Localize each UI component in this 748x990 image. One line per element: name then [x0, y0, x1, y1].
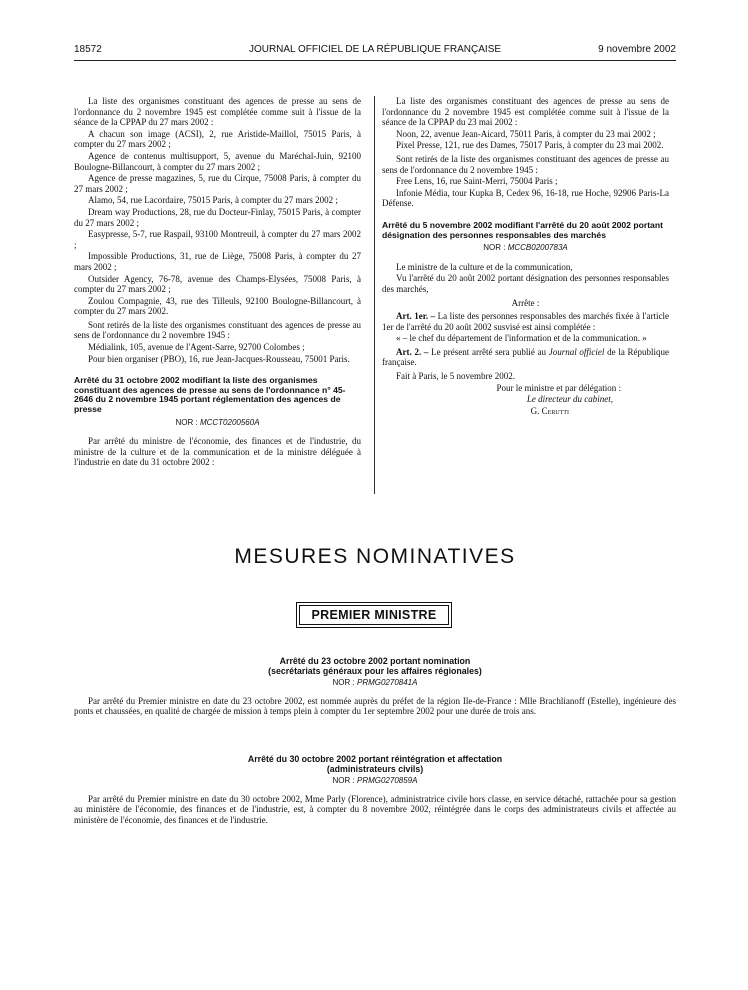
ministry-box-wrap: [0, 602, 748, 628]
nor-reference: [74, 776, 676, 787]
article-2-text-a: Le présent arrêté sera publié au: [431, 346, 547, 357]
left-paragraph: Agence de presse magazines, 5, rue du Cirque, 75008 Paris, à compter du 27 mars 2002 ;: [74, 173, 361, 194]
nomination-body: Par arrêté du Premier ministre en date du 30 octobre 2002, Mme Parly (Florence), administratrice civile hors classe, en service détaché, rattachée pour sa gestion au ministère de l'économie, des finances et de l'industrie, est, à compter du 8 novembre 2002, réintégrée dans le corps des administrateurs civils et affectée au ministère de l'économie, des finances et de l'industrie.: [74, 793, 676, 825]
right-paragraph: Noon, 22, avenue Jean-Aicard, 75011 Paris, à compter du 23 mai 2002 ;: [396, 128, 656, 139]
left-paragraph: A chacun son image (ACSI), 2, rue Aristide-Maillol, 75015 Paris, à compter du 27 mars 2002 ;: [74, 128, 361, 150]
article-1-quote: « – le chef du département de l'information et de la communication. »: [396, 333, 647, 344]
right-paragraph: Infonie Média, tour Kupka B, Cedex 96, 16-18, rue Hoche, 92906 Paris-La Défense.: [382, 187, 669, 209]
left-paragraph: Impossible Productions, 31, rue de Liège, 75008 Paris, à compter du 27 mars 2002 ;: [74, 251, 361, 272]
nor-label: NOR :: [332, 678, 355, 687]
nomination-1: [74, 656, 676, 717]
left-paragraph: Agence de contenus multisupport, 5, avenue du Maréchal-Juin, 92100 Boulogne-Billancourt, à compter du 27 mars 2002 ;: [74, 150, 361, 172]
nomination-title-line-2: (administrateurs civils): [326, 764, 424, 774]
left-column: [74, 96, 361, 469]
nomination-title-line-1: Arrêté du 23 octobre 2002 portant nomination: [279, 656, 471, 666]
article-2: [382, 347, 669, 368]
left-paragraph: Dream way Productions, 28, rue du Docteur-Finlay, 75015 Paris, à compter du 27 mars 2002 ;: [74, 206, 361, 228]
signature-line-2: Le directeur du cabinet,: [526, 394, 613, 405]
nor-code: MCCB0200783A: [507, 243, 568, 253]
article-2-label: Art. 2. –: [396, 346, 429, 357]
article-1-label: Art. 1er. –: [396, 311, 436, 322]
nor-code: PRMG0270859A: [356, 776, 418, 785]
page-header: [74, 44, 676, 58]
header-rule: [74, 60, 676, 61]
left-paragraph: La liste des organismes constituant des agences de presse au sens de l'ordonnance du 2 novembre 1945 est complétée comme suit à l'issue de la séance de la CPPAP du 27 mars 2002 :: [74, 96, 361, 128]
done-at: Fait à Paris, le 5 novembre 2002.: [396, 371, 515, 382]
right-paragraph: Free Lens, 16, rue Saint-Merri, 75004 Paris ;: [396, 176, 558, 187]
nor-reference: [74, 418, 361, 429]
ministry-intro: Le ministre de la culture et de la communication,: [396, 261, 573, 272]
article-1-text: La liste des personnes responsables des marchés fixée à l'article 1er de l'arrêté du 20 août 2002 susvisé est ainsi complétée :: [382, 311, 669, 332]
left-paragraph: Outsider Agency, 76-78, avenue des Champs-Elysées, 75008 Paris, à compter du 27 mars 2002 ;: [74, 273, 361, 295]
nor-code: MCCT0200560A: [199, 417, 260, 427]
section-title: MESURES NOMINATIVES: [234, 545, 516, 568]
right-paragraph: La liste des organismes constituant des agences de presse au sens de l'ordonnance du 2 novembre 1945 est complétée comme suit à l'issue de la séance de la CPPAP du 23 mai 2002 :: [382, 96, 669, 128]
nor-label: NOR :: [332, 776, 355, 785]
arrete-title: Arrêté du 31 octobre 2002 modifiant la liste des organismes constituant des agences de presse au sens de l'ordonnance n° 45-2646 du 2 novembre 1945 portant réglementation des agences de presse: [74, 375, 346, 415]
left-paragraph: Easypresse, 5-7, rue Raspail, 93100 Montreuil, à compter du 27 mars 2002 ;: [74, 229, 361, 250]
left-paragraph: Sont retirés de la liste des organismes constituant des agences de presse au sens de l'ordonnance du 2 novembre 1945 :: [74, 319, 361, 341]
article-1: [382, 311, 669, 332]
column-divider: [374, 96, 375, 494]
article-2-text-b: de la République française.: [382, 346, 670, 368]
article-2-journal: Journal officiel: [548, 346, 605, 357]
nor-code: PRMG0270841A: [356, 678, 418, 687]
vu-clause: Vu l'arrêté du 20 août 2002 portant désignation des personnes responsables des marchés,: [382, 273, 669, 294]
issue-date: 9 novembre 2002: [598, 44, 676, 55]
page-number: 18572: [74, 44, 102, 55]
ministry-box: [296, 602, 453, 628]
left-paragraph: Alamo, 54, rue Lacordaire, 75015 Paris, à compter du 27 mars 2002 ;: [88, 195, 338, 206]
nor-label: NOR :: [175, 417, 198, 427]
arrete-word: Arrête :: [511, 297, 540, 308]
arrete-body: Par arrêté du ministre de l'économie, des finances et de l'industrie, du ministre de la culture et de la communication et de la ministre déléguée à l'industrie en date du 31 octobre 2002 :: [74, 436, 361, 468]
nomination-body: Par arrêté du Premier ministre en date du 23 octobre 2002, est nommée auprès du préfet de la région Ile-de-France : Mlle Brachlianoff (Estelle), ingénieure des ponts et chaussées, en qualité de chargée de mission à temps plein à compter du 1er septembre 2002 pour une durée de trois ans.: [74, 695, 676, 717]
nomination-title-line-1: Arrêté du 30 octobre 2002 portant réintégration et affectation: [247, 754, 503, 764]
arrete-title: Arrêté du 5 novembre 2002 modifiant l'arrêté du 20 août 2002 portant désignation des personnes responsables des marchés: [382, 219, 663, 240]
nor-reference: [382, 243, 669, 254]
left-paragraph: Pour bien organiser (PBO), 16, rue Jean-Jacques-Rousseau, 75001 Paris.: [88, 353, 350, 364]
journal-title: JOURNAL OFFICIEL DE LA RÉPUBLIQUE FRANÇAISE: [248, 44, 502, 55]
left-paragraph: Médialink, 105, avenue de l'Agent-Sarre, 92700 Colombes ;: [88, 342, 305, 353]
right-paragraph: Pixel Presse, 121, rue des Dames, 75017 Paris, à compter du 23 mai 2002.: [396, 140, 664, 151]
signature-line-1: Pour le ministre et par délégation :: [496, 382, 621, 393]
nor-reference: [74, 678, 676, 689]
right-paragraph: Sont retirés de la liste des organismes constituant des agences de presse au sens de l'ordonnance du 2 novembre 1945 :: [382, 153, 669, 175]
left-paragraph: Zoulou Compagnie, 43, rue des Tilleuls, 92100 Boulogne-Billancourt, à compter du 27 mars 2002.: [74, 295, 361, 317]
ministry-heading: PREMIER MINISTRE: [299, 605, 450, 625]
signature-name: G. Cerutti: [530, 405, 569, 416]
nor-label: NOR :: [483, 243, 506, 253]
nomination-2: [74, 754, 676, 825]
right-column: [382, 96, 669, 417]
nomination-title-line-2: (secrétariats généraux pour les affaires régionales): [268, 666, 482, 676]
